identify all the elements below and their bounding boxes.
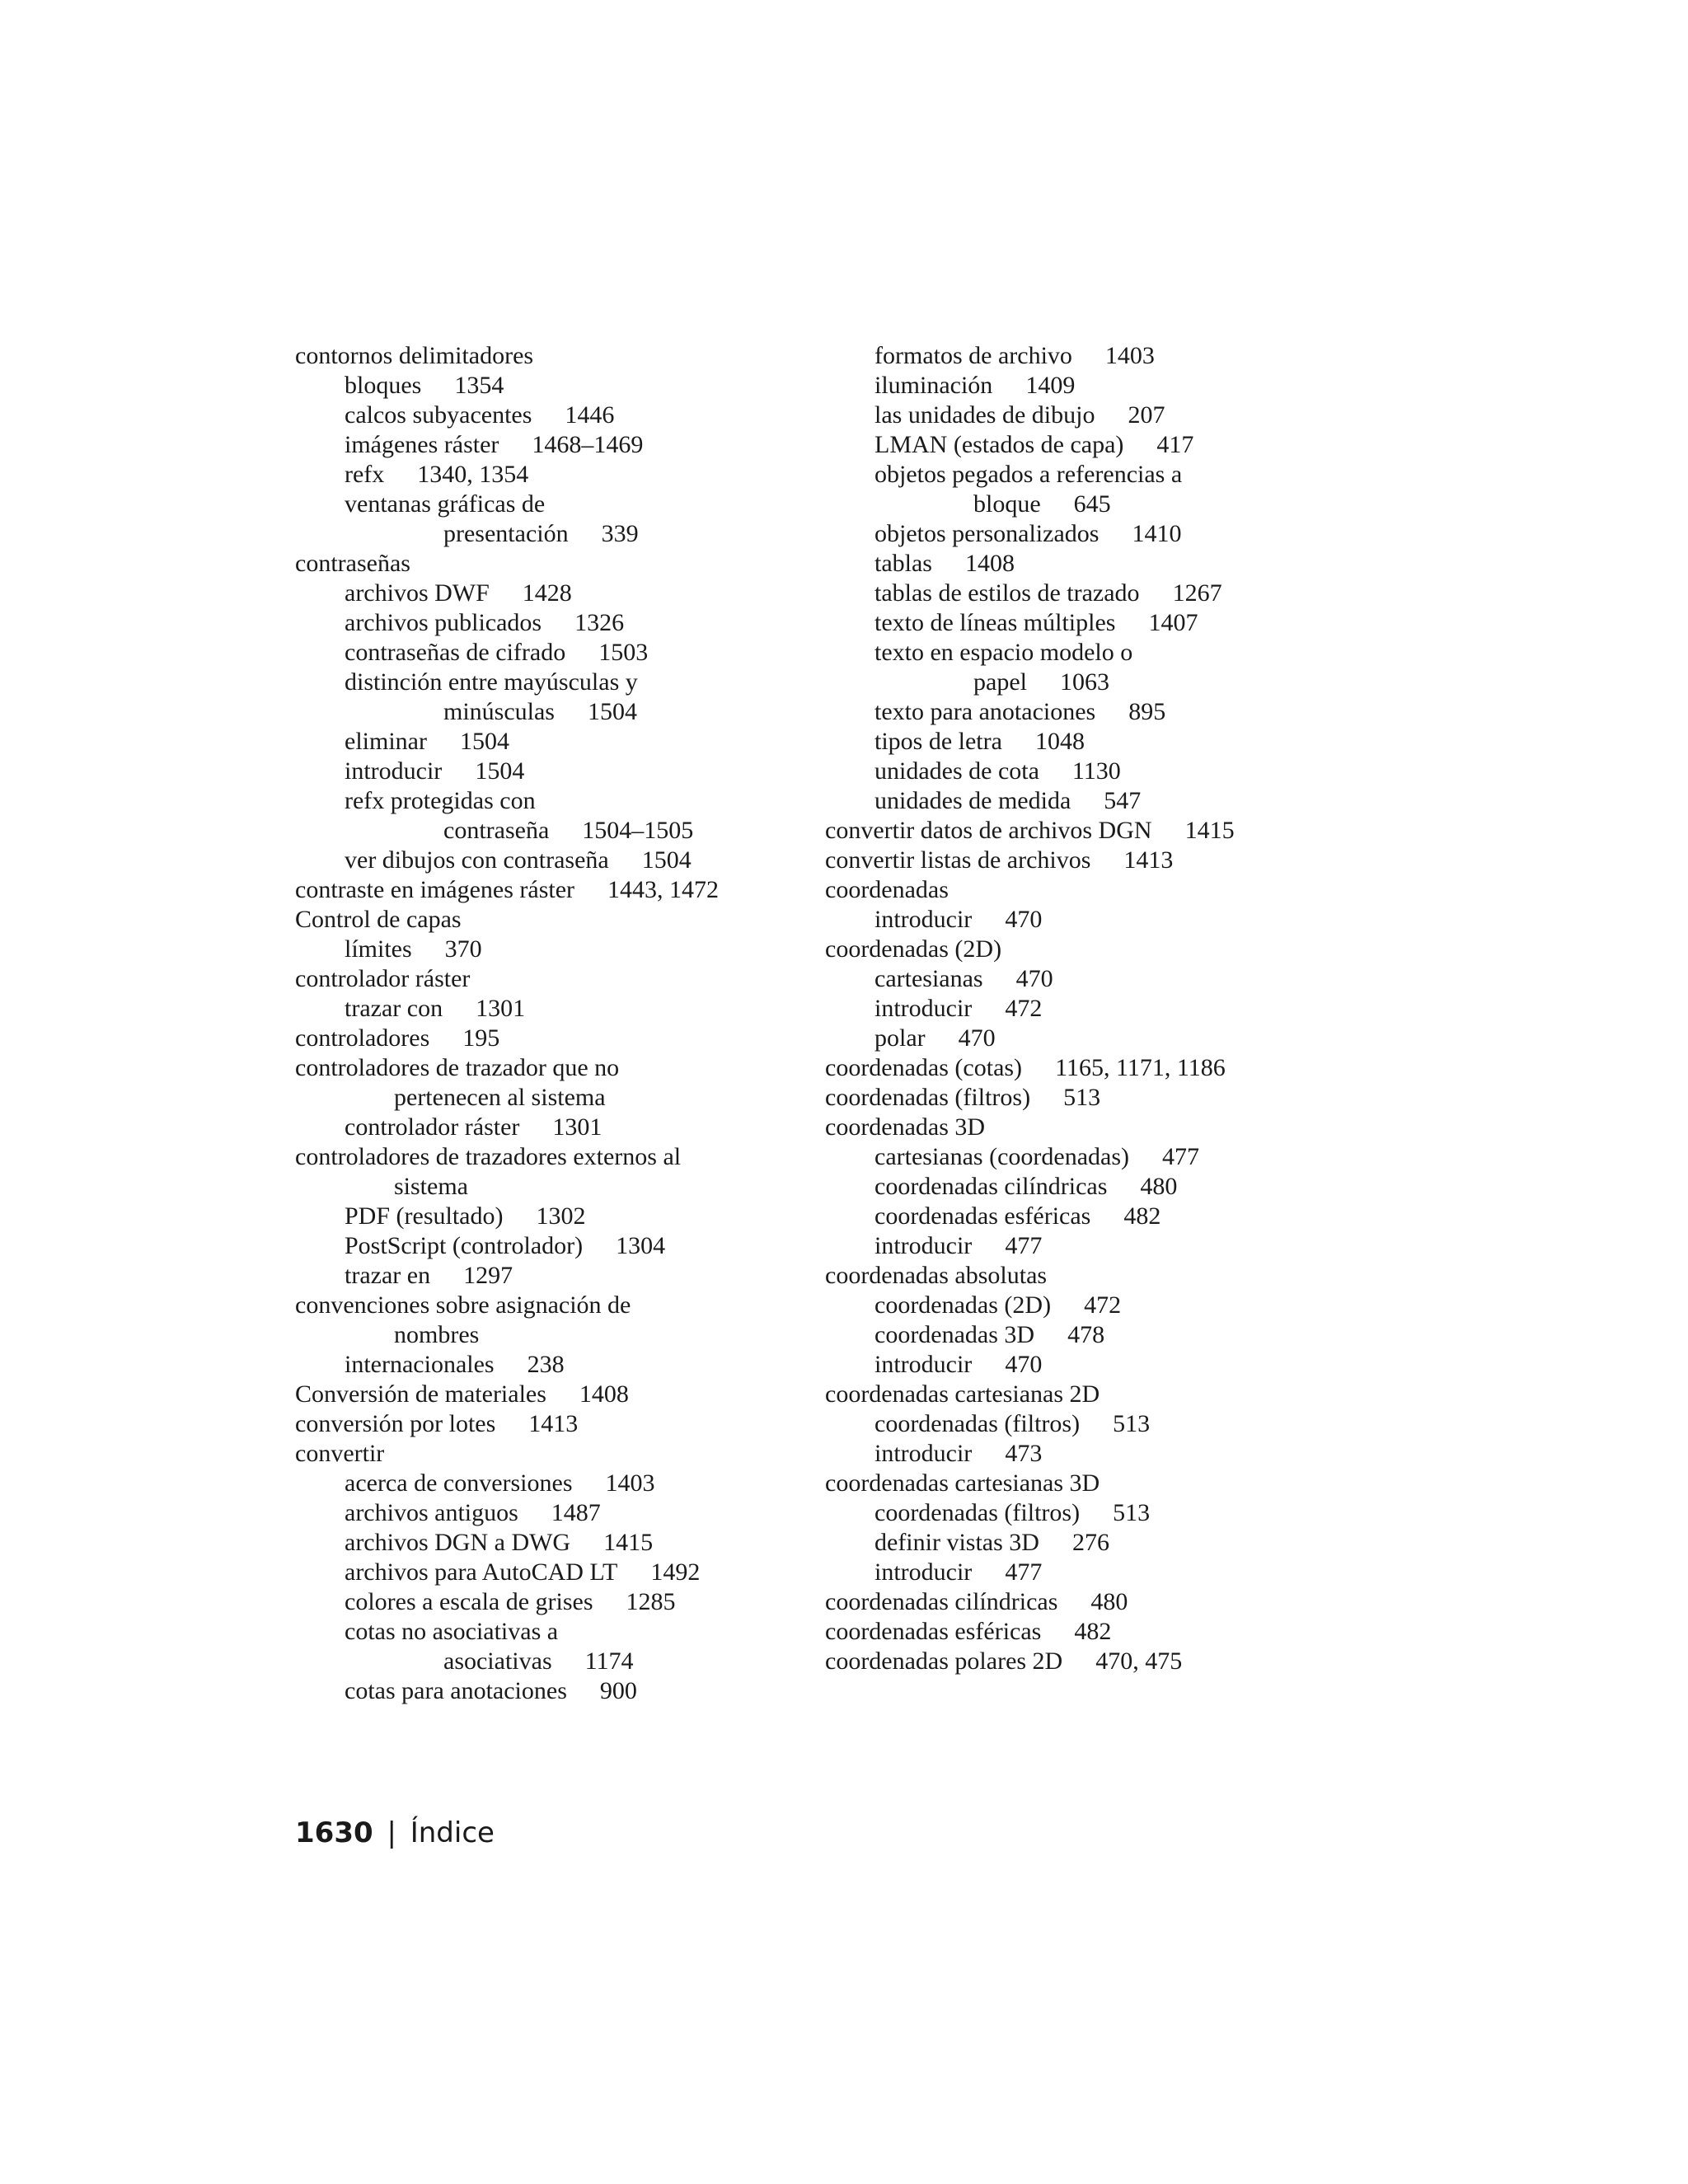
index-term: unidades de cota	[874, 757, 1039, 785]
index-page-refs: 470, 475	[1095, 1647, 1183, 1675]
index-page-refs: 1174	[584, 1647, 634, 1675]
index-entry	[295, 1380, 856, 1409]
index-page-refs: 276	[1071, 1529, 1109, 1556]
index-entry	[825, 846, 1386, 875]
index-term: cotas no asociativas a	[345, 1618, 559, 1645]
index-term: refx	[345, 461, 385, 488]
index-subentry	[825, 1350, 1386, 1380]
index-subentry	[295, 1350, 856, 1380]
index-term: papel	[973, 668, 1027, 696]
index-term: coordenadas cilíndricas	[825, 1588, 1058, 1615]
index-term: coordenadas (filtros)	[874, 1499, 1081, 1526]
index-term: controladores	[295, 1024, 430, 1052]
index-page-refs: 1443, 1472	[607, 876, 720, 903]
index-term: coordenadas cilíndricas	[874, 1173, 1108, 1200]
index-term: archivos publicados	[345, 609, 542, 636]
index-term: coordenadas cartesianas 2D	[825, 1380, 1100, 1408]
index-term: coordenadas esféricas	[825, 1618, 1042, 1645]
index-term: nombres	[394, 1321, 480, 1348]
index-term: LMAN (estados de capa)	[874, 431, 1124, 458]
index-subentry	[295, 935, 856, 964]
index-entry	[825, 1617, 1386, 1647]
index-page-refs: 480	[1090, 1588, 1128, 1615]
index-term: Conversión de materiales	[295, 1380, 546, 1408]
index-term: introducir	[345, 757, 443, 785]
index-term: contraseñas	[295, 550, 410, 577]
index-term: coordenadas absolutas	[825, 1262, 1048, 1289]
index-subentry	[295, 1083, 856, 1113]
index-term: distinción entre mayúsculas y	[345, 668, 638, 696]
index-subentry	[825, 1291, 1386, 1320]
index-page-refs: 1403	[605, 1469, 655, 1497]
index-subentry	[295, 786, 856, 816]
index-subentry	[295, 994, 856, 1024]
index-term: ver dibujos con contraseña	[345, 846, 609, 874]
index-term: controlador ráster	[345, 1113, 520, 1141]
index-term: PostScript (controlador)	[345, 1232, 584, 1259]
index-page-refs: 1487	[551, 1499, 601, 1526]
index-subentry	[825, 608, 1386, 638]
index-page-refs: 477	[1005, 1232, 1043, 1259]
index-term: coordenadas 3D	[825, 1113, 986, 1141]
index-term: archivos para AutoCAD LT	[345, 1558, 618, 1586]
index-page-refs: 645	[1073, 490, 1111, 518]
index-subentry	[295, 371, 856, 401]
index-subentry	[825, 1528, 1386, 1558]
index-subentry	[295, 757, 856, 786]
index-subentry	[825, 1439, 1386, 1469]
index-page-refs: 470	[958, 1024, 996, 1052]
index-page-refs: 1403	[1104, 342, 1155, 369]
index-subentry	[295, 430, 856, 460]
index-term: convertir listas de archivos	[825, 846, 1091, 874]
index-term: trazar con	[345, 995, 443, 1022]
index-entry	[295, 1439, 856, 1469]
index-page-refs: 478	[1067, 1321, 1105, 1348]
index-term: cotas para anotaciones	[345, 1677, 567, 1704]
index-subentry	[295, 1469, 856, 1498]
index-entry	[825, 1647, 1386, 1676]
index-page-refs: 1408	[964, 550, 1015, 577]
index-subentry	[295, 579, 856, 608]
index-page-refs: 1415	[603, 1529, 654, 1556]
index-term: coordenadas polares 2D	[825, 1647, 1063, 1675]
index-term: introducir	[874, 1440, 973, 1467]
index-subentry	[295, 1172, 856, 1202]
index-page-refs: 1409	[1025, 372, 1076, 399]
index-subentry	[295, 1320, 856, 1350]
index-page-refs: 1492	[650, 1558, 701, 1586]
index-term: presentación	[443, 520, 569, 547]
index-subentry	[295, 816, 856, 846]
index-subentry	[825, 1409, 1386, 1439]
index-page-refs: 417	[1156, 431, 1194, 458]
index-page-refs: 1504–1505	[582, 817, 694, 844]
index-term: introducir	[874, 1351, 973, 1378]
index-page-refs: 370	[444, 935, 482, 963]
index-term: tipos de letra	[874, 728, 1002, 755]
index-term: conversión por lotes	[295, 1410, 496, 1437]
index-subentry	[825, 519, 1386, 549]
index-term: objetos pegados a referencias a	[874, 461, 1183, 488]
index-subentry	[825, 1172, 1386, 1202]
index-page-refs: 1354	[454, 372, 504, 399]
index-subentry	[295, 460, 856, 490]
index-term: coordenadas (cotas)	[825, 1054, 1023, 1081]
index-page-refs: 1504	[641, 846, 692, 874]
index-term: coordenadas (2D)	[825, 935, 1002, 963]
index-term: trazar en	[345, 1262, 431, 1289]
index-subentry	[825, 341, 1386, 371]
index-term: pertenecen al sistema	[394, 1084, 606, 1111]
index-page-refs: 1297	[463, 1262, 513, 1289]
index-term: archivos DWF	[345, 579, 490, 607]
index-subentry	[295, 1231, 856, 1261]
index-term: convertir datos de archivos DGN	[825, 817, 1152, 844]
index-term: archivos DGN a DWG	[345, 1529, 571, 1556]
index-term: contornos delimitadores	[295, 342, 534, 369]
index-term: controladores de trazador que no	[295, 1054, 620, 1081]
index-term: objetos personalizados	[874, 520, 1100, 547]
index-entry	[295, 964, 856, 994]
index-entry	[295, 1053, 856, 1083]
index-page-refs: 470	[1005, 906, 1043, 933]
index-subentry	[295, 490, 856, 519]
index-page-refs: 1503	[598, 639, 649, 666]
index-term: tablas	[874, 550, 932, 577]
index-subentry	[825, 757, 1386, 786]
page-number: 1630	[295, 1816, 373, 1849]
index-term: límites	[345, 935, 412, 963]
index-subentry	[825, 1231, 1386, 1261]
index-subentry	[295, 1528, 856, 1558]
index-term: coordenadas (filtros)	[825, 1084, 1031, 1111]
index-entry	[295, 1142, 856, 1172]
index-subentry	[295, 1498, 856, 1528]
index-page-refs: 1407	[1148, 609, 1198, 636]
index-term: bloque	[973, 490, 1041, 518]
index-entry	[825, 1261, 1386, 1291]
index-subentry	[825, 697, 1386, 727]
index-page-refs: 482	[1074, 1618, 1112, 1645]
index-term: texto para anotaciones	[874, 698, 1096, 725]
index-subentry	[825, 371, 1386, 401]
index-subentry	[825, 668, 1386, 697]
index-page-refs: 238	[527, 1351, 565, 1378]
index-term: polar	[874, 1024, 926, 1052]
index-term: introducir	[874, 995, 973, 1022]
index-page-refs: 472	[1005, 995, 1043, 1022]
index-subentry	[295, 638, 856, 668]
index-subentry	[825, 490, 1386, 519]
index-page-refs: 470	[1005, 1351, 1043, 1378]
index-subentry	[825, 1498, 1386, 1528]
index-term: sistema	[394, 1173, 468, 1200]
index-term: iluminación	[874, 372, 993, 399]
index-page-refs: 195	[462, 1024, 500, 1052]
index-subentry	[825, 964, 1386, 994]
index-page-refs: 1285	[626, 1588, 676, 1615]
index-term: archivos antiguos	[345, 1499, 518, 1526]
index-term: cartesianas	[874, 965, 983, 992]
index-entry	[295, 1291, 856, 1320]
index-term: coordenadas cartesianas 3D	[825, 1469, 1100, 1497]
index-subentry	[825, 430, 1386, 460]
index-term: contraseña	[443, 817, 550, 844]
index-page-refs: 1048	[1034, 728, 1085, 755]
index-page-refs: 513	[1063, 1084, 1101, 1111]
index-page-refs: 1408	[579, 1380, 629, 1408]
index-subentry	[825, 1202, 1386, 1231]
index-page-refs: 473	[1005, 1440, 1043, 1467]
index-subentry	[295, 846, 856, 875]
index-term: coordenadas (filtros)	[874, 1410, 1081, 1437]
index-term: tablas de estilos de trazado	[874, 579, 1140, 607]
index-subentry	[295, 1647, 856, 1676]
index-term: ventanas gráficas de	[345, 490, 546, 518]
index-column-left	[295, 341, 856, 1706]
index-page-refs: 472	[1084, 1291, 1122, 1319]
index-entry	[825, 1053, 1386, 1083]
index-entry	[295, 905, 856, 935]
index-page-refs: 1304	[616, 1232, 666, 1259]
index-subentry	[825, 401, 1386, 430]
index-entry	[825, 1587, 1386, 1617]
index-page-refs: 1413	[528, 1410, 579, 1437]
index-term: coordenadas esféricas	[874, 1202, 1091, 1230]
index-column-right	[825, 341, 1386, 1676]
index-subentry	[295, 1113, 856, 1142]
index-entry	[295, 875, 856, 905]
index-page-refs: 1468–1469	[532, 431, 644, 458]
index-subentry	[825, 460, 1386, 490]
index-page-refs: 1326	[574, 609, 625, 636]
index-term: introducir	[874, 1558, 973, 1586]
index-term: colores a escala de grises	[345, 1588, 593, 1615]
index-page-refs: 1130	[1071, 757, 1121, 785]
index-page-refs: 895	[1128, 698, 1166, 725]
index-term: las unidades de dibujo	[874, 401, 1095, 429]
index-subentry	[295, 668, 856, 697]
index-subentry	[295, 1587, 856, 1617]
index-term: coordenadas (2D)	[874, 1291, 1052, 1319]
index-entry	[825, 1380, 1386, 1409]
index-term: eliminar	[345, 728, 427, 755]
index-subentry	[825, 1320, 1386, 1350]
index-subentry	[295, 727, 856, 757]
index-subentry	[825, 786, 1386, 816]
index-subentry	[295, 697, 856, 727]
index-subentry	[825, 1024, 1386, 1053]
index-subentry	[295, 519, 856, 549]
index-page-refs: 339	[601, 520, 639, 547]
index-entry	[825, 1113, 1386, 1142]
index-term: minúsculas	[443, 698, 555, 725]
index-page-refs: 470	[1015, 965, 1053, 992]
index-subentry	[295, 1676, 856, 1706]
index-term: cartesianas (coordenadas)	[874, 1143, 1129, 1170]
index-term: convertir	[295, 1440, 385, 1467]
index-subentry	[825, 1558, 1386, 1587]
index-page-refs: 1301	[552, 1113, 603, 1141]
index-term: asociativas	[443, 1647, 552, 1675]
footer-separator: |	[387, 1816, 396, 1849]
index-page-refs: 1165, 1171, 1186	[1055, 1054, 1226, 1081]
index-term: texto de líneas múltiples	[874, 609, 1116, 636]
index-term: imágenes ráster	[345, 431, 499, 458]
index-term: introducir	[874, 906, 973, 933]
index-term: convenciones sobre asignación de	[295, 1291, 631, 1319]
index-subentry	[825, 579, 1386, 608]
index-term: controlador ráster	[295, 965, 471, 992]
index-entry	[825, 875, 1386, 905]
index-term: introducir	[874, 1232, 973, 1259]
index-page-refs: 1410	[1132, 520, 1182, 547]
index-page-refs: 1301	[476, 995, 526, 1022]
index-page-refs: 1428	[522, 579, 572, 607]
index-subentry	[825, 549, 1386, 579]
index-term: acerca de conversiones	[345, 1469, 573, 1497]
index-entry	[825, 816, 1386, 846]
index-page-refs: 480	[1140, 1173, 1178, 1200]
index-term: bloques	[345, 372, 422, 399]
index-term: coordenadas	[825, 876, 949, 903]
index-entry	[295, 1409, 856, 1439]
index-page-refs: 1415	[1184, 817, 1235, 844]
index-term: coordenadas 3D	[874, 1321, 1035, 1348]
index-term: internacionales	[345, 1351, 495, 1378]
index-subentry	[295, 401, 856, 430]
index-page-refs: 513	[1113, 1410, 1151, 1437]
index-page-refs: 1340, 1354	[417, 461, 529, 488]
index-page-refs: 900	[599, 1677, 637, 1704]
index-page-refs: 1063	[1059, 668, 1109, 696]
index-term: calcos subyacentes	[345, 401, 532, 429]
index-term: formatos de archivo	[874, 342, 1072, 369]
index-page-refs: 1504	[459, 728, 509, 755]
index-page-refs: 1302	[536, 1202, 586, 1230]
index-page-refs: 547	[1104, 787, 1142, 814]
index-page-refs: 1504	[588, 698, 637, 725]
index-term: refx protegidas con	[345, 787, 536, 814]
index-subentry	[295, 608, 856, 638]
index-term: unidades de medida	[874, 787, 1071, 814]
index-term: contraseñas de cifrado	[345, 639, 566, 666]
index-entry	[825, 935, 1386, 964]
index-entry	[825, 1469, 1386, 1498]
index-term: Control de capas	[295, 906, 462, 933]
index-term: contraste en imágenes ráster	[295, 876, 575, 903]
index-term: texto en espacio modelo o	[874, 639, 1133, 666]
index-entry	[295, 549, 856, 579]
index-entry	[295, 341, 856, 371]
index-page-refs: 1446	[565, 401, 615, 429]
index-subentry	[825, 1142, 1386, 1172]
index-page-refs: 1267	[1172, 579, 1222, 607]
index-page-refs: 1413	[1123, 846, 1174, 874]
page-footer	[295, 1813, 495, 1853]
index-page-refs: 207	[1128, 401, 1165, 429]
index-entry	[295, 1024, 856, 1053]
section-title: Índice	[410, 1816, 495, 1849]
index-term: definir vistas 3D	[874, 1529, 1039, 1556]
index-subentry	[295, 1617, 856, 1647]
index-page-refs: 1504	[475, 757, 525, 785]
index-page-refs: 513	[1113, 1499, 1151, 1526]
index-entry	[825, 1083, 1386, 1113]
index-subentry	[825, 638, 1386, 668]
index-subentry	[295, 1558, 856, 1587]
index-term: controladores de trazadores externos al	[295, 1143, 682, 1170]
index-page-refs: 477	[1162, 1143, 1199, 1170]
index-term: PDF (resultado)	[345, 1202, 504, 1230]
index-subentry	[295, 1261, 856, 1291]
index-subentry	[825, 994, 1386, 1024]
index-subentry	[295, 1202, 856, 1231]
index-page-refs: 477	[1005, 1558, 1043, 1586]
index-page-refs: 482	[1123, 1202, 1161, 1230]
index-subentry	[825, 727, 1386, 757]
index-subentry	[825, 905, 1386, 935]
